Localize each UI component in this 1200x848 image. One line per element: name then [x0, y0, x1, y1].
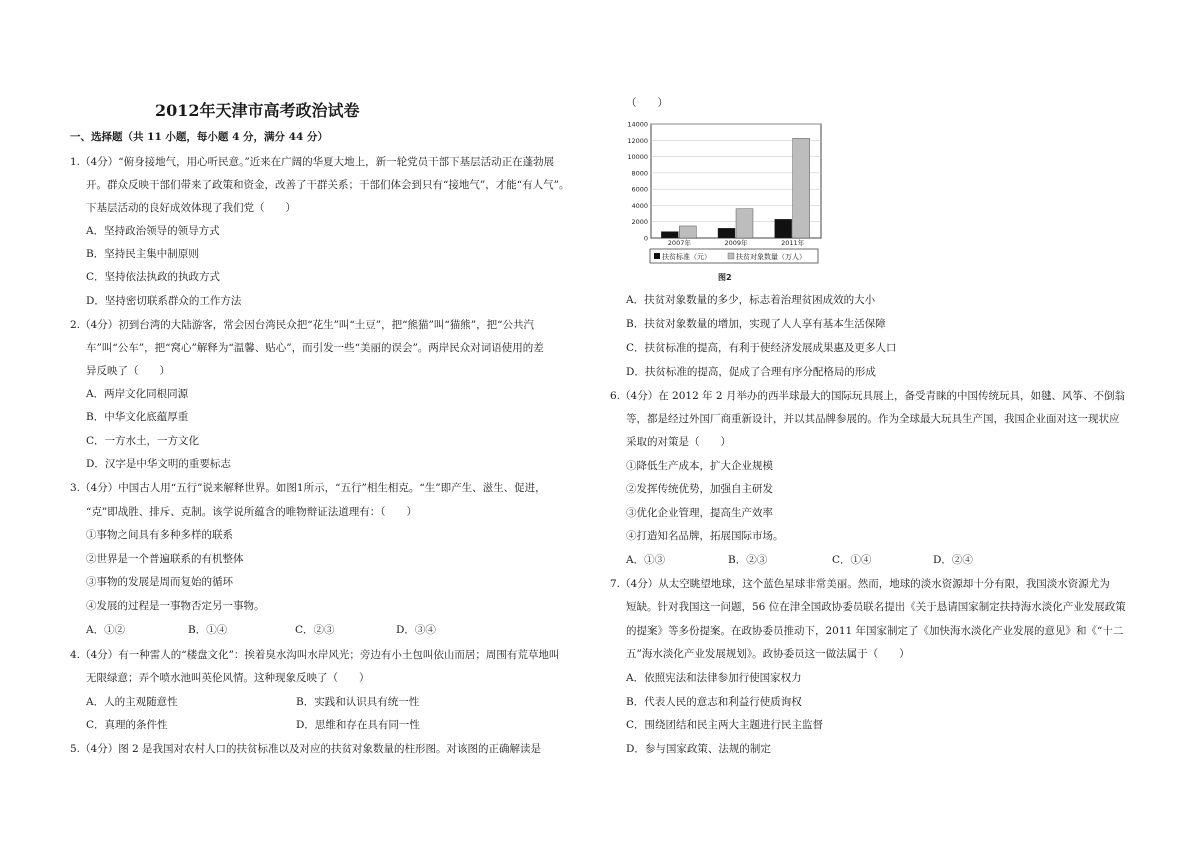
q6-item: ①降低生产成本，扩大企业规模	[626, 460, 773, 472]
q2-option-c: C．一方水土，一方文化	[86, 435, 200, 447]
y-tick-label: 6000	[631, 185, 648, 194]
q7-line: 短缺。针对我国这一问题，56 位在津全国政协委员联名提出《关于恳请国家制定扶持海水淡化产业发展政策	[626, 601, 1126, 613]
q5-option-c: C．扶贫标准的提高，有利于使经济发展成果惠及更多人口	[626, 342, 897, 354]
page-title: 2012年天津市高考政治试卷	[155, 101, 360, 120]
q6-option-c: C．①④	[832, 554, 872, 566]
q4-option-b: B．实践和认识具有统一性	[296, 696, 420, 708]
q7-line: 五”海水淡化产业发展规划》。政协委员这一做法属于（ ）	[626, 648, 910, 660]
q3-item: ③事物的发展是周而复始的循环	[86, 576, 233, 588]
q6-option-a: A．①③	[626, 554, 666, 566]
q6-option-d: D．②④	[933, 554, 973, 566]
y-tick-label: 14000	[627, 120, 648, 129]
q7-option-b: B．代表人民的意志和利益行使质询权	[626, 696, 802, 708]
q2-option-a: A．两岸文化同根同源	[86, 388, 189, 400]
x-tick-label: 2011年	[781, 239, 805, 247]
q3-line: 3.（4分）中国古人用“五行”说来解释世界。如图1所示，“五行”相生相克。“生”即产生、滋生、促进，	[70, 482, 546, 494]
q4-option-a: A．人的主观随意性	[86, 696, 178, 708]
bar-count	[793, 138, 810, 238]
bar-standard	[775, 219, 792, 238]
legend-label-count: 扶贫对象数量（万人）	[736, 253, 806, 261]
q6-item: ②发挥传统优势，加强自主研发	[626, 483, 773, 495]
q7-line: 的提案》等多份提案。在政协委员推动下，2011 年国家制定了《加快海水淡化产业发展的意见》和《“十二	[626, 625, 1124, 637]
y-tick-label: 4000	[631, 201, 648, 210]
q2-line: 2.（4分）初到台湾的大陆游客，常会因台湾民众把“花生”叫“土豆”，把“熊猫”叫“猫熊”，把“公共汽	[70, 319, 535, 331]
q2-option-b: B．中华文化底蕴厚重	[86, 411, 189, 423]
q1-option-a: A．坚持政治领导的领导方式	[86, 225, 220, 237]
q3-option-d: D．③④	[396, 624, 436, 636]
q7-line: 7.（4分）从太空眺望地球，这个蓝色星球非常美丽。然而，地球的淡水资源却十分有限，我国淡水资源尤为	[610, 578, 1110, 590]
q4-option-c: C．真理的条件性	[86, 719, 168, 731]
q1-option-c: C．坚持依法执政的执政方式	[86, 271, 221, 283]
q6-line: 等，都是经过外国厂商重新设计，并以其品牌参展的。作为全球最大玩具生产国，我国企业面对这一现状应	[626, 413, 1120, 425]
y-tick-label: 10000	[627, 153, 648, 162]
figure-caption: 图2	[718, 273, 732, 282]
q3-option-c: C．②③	[295, 624, 335, 636]
x-tick-label: 2009年	[724, 239, 748, 247]
bar-count	[679, 226, 696, 238]
q4-line: 无限绿意；弄个喷水池叫英伦风情。这种现象反映了（ ）	[86, 672, 370, 684]
q6-line: 6.（4分）在 2012 年 2 月举办的西半球最大的国际玩具展上，备受青睐的中国传统玩具，如毽、风筝、不倒翁	[610, 390, 1125, 402]
y-tick-label: 8000	[631, 169, 648, 178]
q3-option-a: A．①②	[86, 624, 126, 636]
q7-option-c: C．围绕团结和民主两大主题进行民主监督	[626, 719, 824, 731]
q3-line: “克”即战胜、排斥、克制。该学说所蕴含的唯物辩证法道理有：（ ）	[86, 506, 417, 518]
q1-line: 下基层活动的良好成效体现了我们党（ ）	[86, 202, 296, 214]
legend-label-standard: 扶贫标准（元）	[662, 253, 711, 261]
q7-option-a: A．依照宪法和法律参加行使国家权力	[626, 672, 802, 684]
q4-option-d: D．思维和存在具有同一性	[296, 719, 420, 731]
q3-item: ①事物之间具有多种多样的联系	[86, 529, 233, 541]
q3-option-b: B．①④	[188, 624, 228, 636]
legend-swatch-count	[728, 253, 734, 259]
q6-line: 采取的对策是（ ）	[626, 436, 731, 448]
q1-line: 1.（4分）“俯身接地气，用心听民意。”近来在广阔的华夏大地上，新一轮党员干部下基层活动正在蓬勃展	[70, 156, 555, 168]
legend-swatch-standard	[654, 253, 660, 259]
q5-continuation: （ ）	[626, 97, 668, 109]
q5-option-b: B．扶贫对象数量的增加，实现了人人享有基本生活保障	[626, 318, 886, 330]
q3-item: ④发展的过程是一事物否定另一事物。	[86, 600, 265, 612]
bar-standard	[661, 232, 678, 238]
bar-count	[736, 209, 753, 238]
y-tick-label: 0	[643, 234, 648, 243]
q1-option-b: B．坚持民主集中制原则	[86, 248, 199, 260]
q5-line: 5.（4分）图 2 是我国对农村人口的扶贫标准以及对应的扶贫对象数量的柱形图。对该图的正确解读是	[70, 743, 542, 755]
q5-option-a: A．扶贫对象数量的多少，标志着治理贫困成效的大小	[626, 294, 876, 306]
q1-option-d: D．坚持密切联系群众的工作方法	[86, 295, 242, 307]
q6-option-b: B．②③	[728, 554, 768, 566]
y-tick-label: 12000	[627, 136, 648, 145]
q2-line: 车”叫“公车”，把“窝心”解释为“温馨、贴心”，而引发一些“美丽的误会”。两岸民众对词语使用的差	[86, 342, 544, 354]
q4-line: 4.（4分）有一种雷人的“楼盘文化”：挨着臭水沟叫水岸风光；旁边有小土包叫依山而居；周围有荒草地叫	[70, 649, 560, 661]
q6-item: ④打造知名品牌，拓展国际市场。	[626, 530, 784, 542]
bar-standard	[718, 228, 735, 238]
figure-2-bar-chart	[620, 118, 830, 286]
q2-line: 异反映了（ ）	[86, 365, 170, 377]
section-heading: 一、选择题（共 11 小题，每小题 4 分，满分 44 分）	[70, 131, 328, 143]
q3-item: ②世界是一个普遍联系的有机整体	[86, 553, 244, 565]
x-tick-label: 2007年	[667, 239, 691, 247]
q2-option-d: D．汉字是中华文明的重要标志	[86, 458, 231, 470]
q6-item: ③优化企业管理，提高生产效率	[626, 507, 773, 519]
q7-option-d: D．参与国家政策、法规的制定	[626, 743, 771, 755]
y-tick-label: 2000	[631, 218, 648, 227]
q1-line: 开。群众反映干部们带来了政策和资金，改善了干群关系；干部们体会到只有“接地气”，才能“有人气”。	[86, 179, 570, 191]
q5-option-d: D．扶贫标准的提高，促成了合理有序分配格局的形成	[626, 366, 876, 378]
